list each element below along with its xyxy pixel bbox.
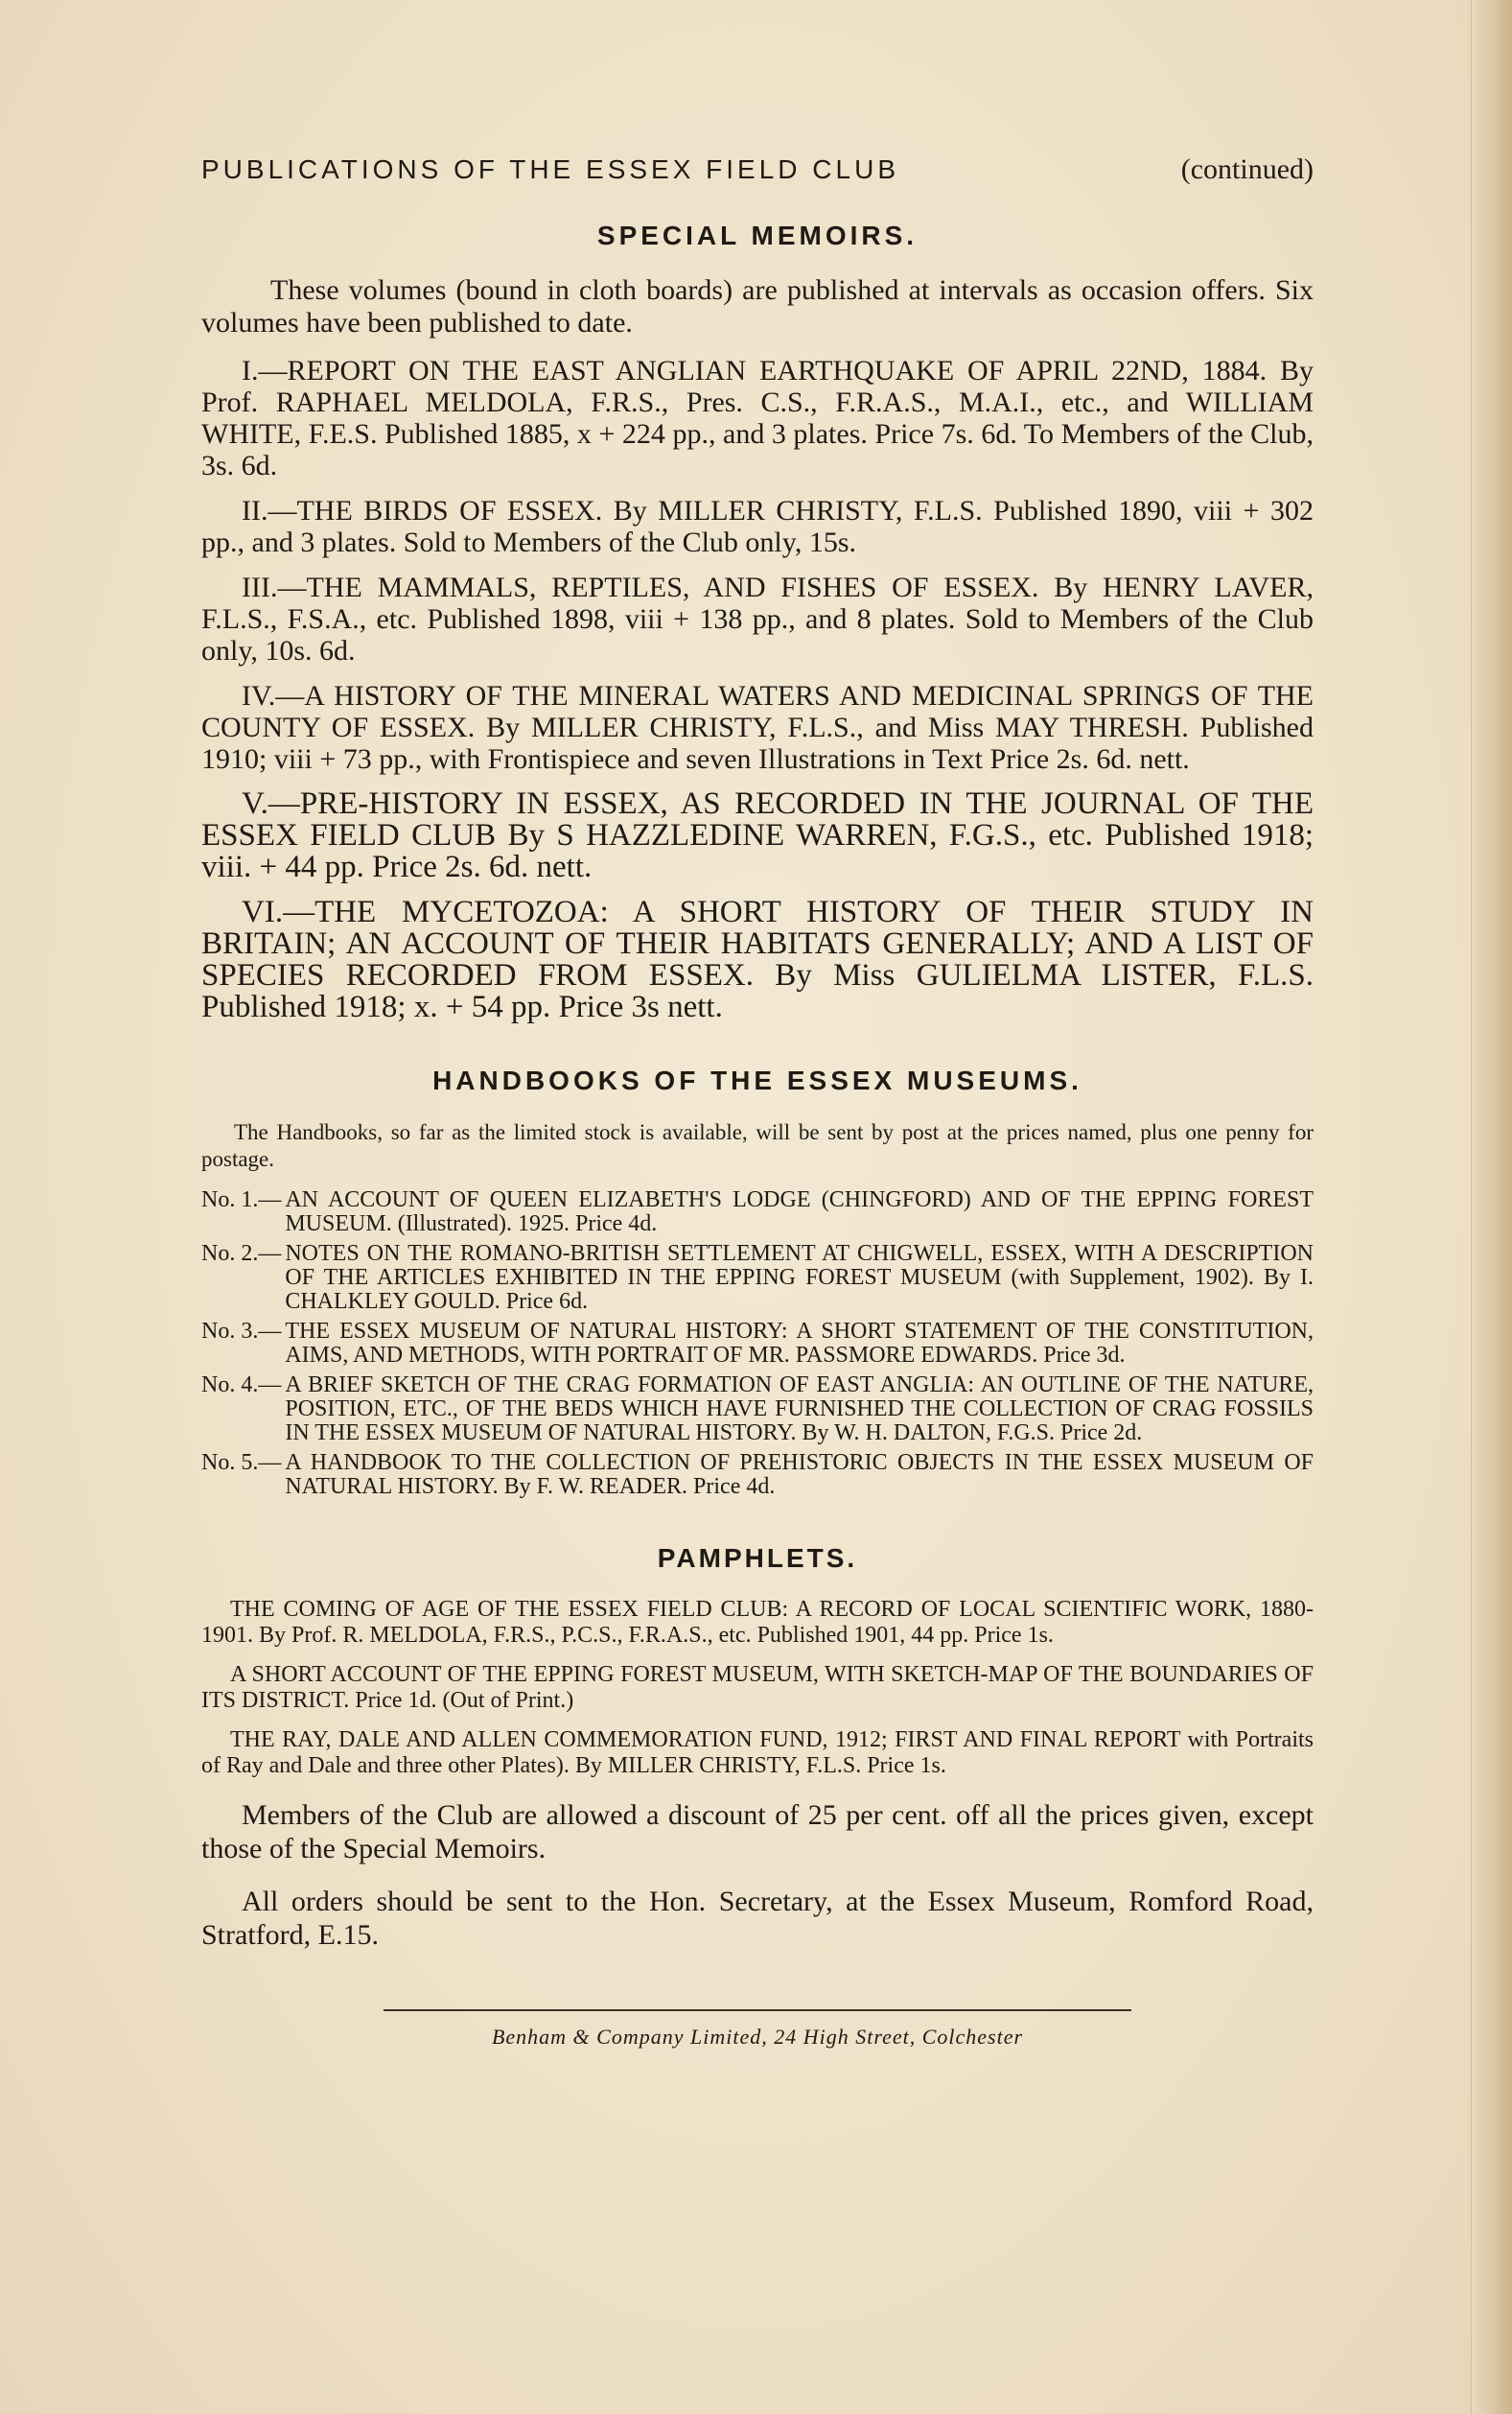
handbook-text: A HANDBOOK TO THE COLLECTION OF PREHISTORIC OBJECTS IN THE ESSEX MUSEUM OF NATURAL HISTORY. By F. W. READER. Price 4d. <box>285 1450 1314 1499</box>
handbook-text: THE ESSEX MUSEUM OF NATURAL HISTORY: A SHORT STATEMENT OF THE CONSTITUTION, AIMS, AND METHODS, WITH PORTRAIT OF MR. PASSMORE EDWARDS. Price 3d. <box>285 1319 1314 1368</box>
header-title: PUBLICATIONS OF THE ESSEX FIELD CLUB <box>201 154 899 184</box>
handbook-number: No. 5.— <box>201 1450 282 1475</box>
memoir-item: IV.—A HISTORY OF THE MINERAL WATERS AND MEDICINAL SPRINGS OF THE COUNTY OF ESSEX. By MILLER CHRISTY, F.L.S., and Miss MAY THRESH. Published 1910; viii + 73 pp., with Frontispiece and seven Illustrations in Text Price 2s. 6d. nett. <box>201 680 1314 775</box>
handbook-item <box>201 1451 1314 1499</box>
handbook-item <box>201 1242 1314 1314</box>
memoir-item: VI.—THE MYCETOZOA: A SHORT HISTORY OF THEIR STUDY IN BRITAIN; AN ACCOUNT OF THEIR HABITATS GENERALLY; AND A LIST OF SPECIES RECORDED FROM ESSEX. By Miss GULIELMA LISTER, F.L.S. Published 1918; x. + 54 pp. Price 3s nett. <box>201 895 1314 1024</box>
memoir-item: I.—REPORT ON THE EAST ANGLIAN EARTHQUAKE OF APRIL 22ND, 1884. By Prof. RAPHAEL MELDOLA, F.R.S., Pres. C.S., F.R.A.S., M.A.I., etc., and WILLIAM WHITE, F.E.S. Published 1885, x + 224 pp., and 3 plates. Price 7s. 6d. To Members of the Club, 3s. 6d. <box>201 355 1314 481</box>
special-memoirs-heading: SPECIAL MEMOIRS. <box>596 221 919 250</box>
special-memoirs-intro: These volumes (bound in cloth boards) are published at intervals as occasion offers. Six volumes have been published to date. <box>201 274 1314 339</box>
handbook-item <box>201 1373 1314 1445</box>
discount-note: Members of the Club are allowed a discount of 25 per cent. off all the prices given, except those of the Special Memoirs. <box>201 1799 1314 1864</box>
memoir-item: V.—PRE-HISTORY IN ESSEX, AS RECORDED IN THE JOURNAL OF THE ESSEX FIELD CLUB By S HAZZLEDINE WARREN, F.G.S., etc. Published 1918; viii. + 44 pp. Price 2s. 6d. nett. <box>201 786 1314 884</box>
pamphlet-item: THE RAY, DALE AND ALLEN COMMEMORATION FUND, 1912; FIRST AND FINAL REPORT with Portraits of Ray and Dale and three other Plates). By MILLER CHRISTY, F.L.S. Price 1s. <box>201 1727 1314 1778</box>
handbook-text: NOTES ON THE ROMANO-BRITISH SETTLEMENT AT CHIGWELL, ESSEX, WITH A DESCRIPTION OF THE ARTICLES EXHIBITED IN THE EPPING FOREST MUSEUM (with Supplement, 1902). By I. CHALKLEY GOULD. Price 6d. <box>285 1241 1314 1314</box>
header-continued: (continued) <box>1180 153 1314 185</box>
handbook-item <box>201 1320 1314 1368</box>
running-header <box>201 153 1314 186</box>
handbook-number: No. 3.— <box>201 1319 282 1344</box>
handbook-number: No. 1.— <box>201 1187 282 1212</box>
handbook-text: A BRIEF SKETCH OF THE CRAG FORMATION OF EAST ANGLIA: AN OUTLINE OF THE NATURE, POSITION, ETC., OF THE BEDS WHICH HAVE FURNISHED THE COLLECTION OF CRAG FOSSILS IN THE ESSEX MUSEUM OF NATURAL HISTORY. By W. H. DALTON, F.G.S. Price 2d. <box>285 1372 1314 1445</box>
handbook-text: AN ACCOUNT OF QUEEN ELIZABETH'S LODGE (CHINGFORD) AND OF THE EPPING FOREST MUSEUM. (Illustrated). 1925. Price 4d. <box>285 1187 1314 1236</box>
page-edge <box>1471 0 1512 2414</box>
orders-note: All orders should be sent to the Hon. Secretary, at the Essex Museum, Romford Road, Stratford, E.15. <box>201 1886 1314 1951</box>
handbooks-heading: HANDBOOKS OF THE ESSEX MUSEUMS. <box>432 1066 1082 1095</box>
printer-imprint: Benham & Company Limited, 24 High Street, Colchester <box>384 2009 1131 2050</box>
memoir-item: II.—THE BIRDS OF ESSEX. By MILLER CHRISTY, F.L.S. Published 1890, viii + 302 pp., and 3 plates. Sold to Members of the Club only, 15s. <box>201 495 1314 558</box>
handbooks-intro: The Handbooks, so far as the limited stock is available, will be sent by post at the prices named, plus one penny for postage. <box>201 1120 1314 1171</box>
page-content <box>201 153 1314 2050</box>
handbook-item <box>201 1188 1314 1236</box>
pamphlets-heading: PAMPHLETS. <box>657 1543 858 1573</box>
handbook-number: No. 2.— <box>201 1241 282 1266</box>
handbook-number: No. 4.— <box>201 1372 282 1397</box>
pamphlet-item: THE COMING OF AGE OF THE ESSEX FIELD CLUB: A RECORD OF LOCAL SCIENTIFIC WORK, 1880-1901. By Prof. R. MELDOLA, F.R.S., P.C.S., F.R.A.S., etc. Published 1901, 44 pp. Price 1s. <box>201 1597 1314 1648</box>
pamphlet-item: A SHORT ACCOUNT OF THE EPPING FOREST MUSEUM, WITH SKETCH-MAP OF THE BOUNDARIES OF ITS DISTRICT. Price 1d. (Out of Print.) <box>201 1662 1314 1713</box>
memoir-item: III.—THE MAMMALS, REPTILES, AND FISHES OF ESSEX. By HENRY LAVER, F.L.S., F.S.A., etc. Published 1898, viii + 138 pp., and 8 plates. Sold to Members of the Club only, 10s. 6d. <box>201 572 1314 667</box>
